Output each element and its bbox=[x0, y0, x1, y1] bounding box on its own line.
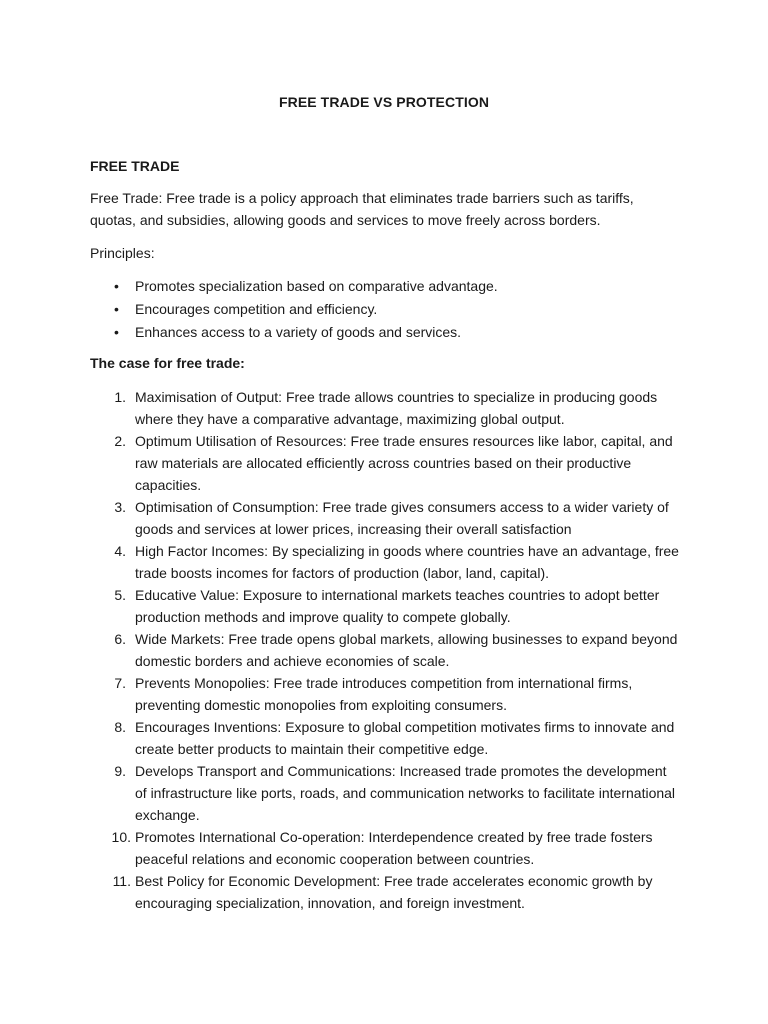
item-text: Develops Transport and Communications: Increased trade promotes the development of infrastructure like ports, roads, and communication networks to facilitate international exchange. bbox=[135, 763, 676, 823]
principles-label: Principles: bbox=[90, 245, 155, 261]
list-item bbox=[90, 760, 682, 826]
document-page bbox=[90, 0, 682, 1024]
item-number: 4. bbox=[114, 543, 126, 559]
list-item bbox=[90, 870, 682, 914]
list-item bbox=[90, 628, 682, 672]
principle-text: Enhances access to a variety of goods and services. bbox=[135, 324, 462, 340]
item-number: 3. bbox=[114, 499, 126, 515]
item-number: 9. bbox=[114, 763, 126, 779]
item-text: Best Policy for Economic Development: Free trade accelerates economic growth by encouraging specialization, innovation, and foreign investment. bbox=[135, 873, 653, 911]
item-text: Promotes International Co-operation: Interdependence created by free trade fosters peaceful relations and economic cooperation between countries. bbox=[135, 829, 653, 867]
list-item bbox=[90, 496, 682, 540]
principles-list bbox=[90, 275, 682, 344]
item-number: 11. bbox=[112, 873, 131, 889]
document-title: FREE TRADE VS PROTECTION bbox=[278, 94, 490, 110]
case-points-list bbox=[90, 386, 682, 914]
item-text: Encourages Inventions: Exposure to global competition motivates firms to innovate and create better products to maintain their competitive edge. bbox=[135, 719, 675, 757]
item-text: High Factor Incomes: By specializing in goods where countries have an advantage, free trade boosts incomes for factors of production (labor, land, capital). bbox=[135, 543, 679, 581]
bullet-icon: • bbox=[114, 278, 119, 294]
item-text: Educative Value: Exposure to international markets teaches countries to adopt better production methods and improve quality to compete globally. bbox=[135, 587, 660, 625]
section-heading-free-trade: FREE TRADE bbox=[90, 158, 180, 174]
list-item bbox=[90, 386, 682, 430]
list-item bbox=[90, 430, 682, 496]
list-item bbox=[90, 275, 682, 298]
list-item bbox=[90, 716, 682, 760]
list-item bbox=[90, 826, 682, 870]
item-number: 5. bbox=[114, 587, 126, 603]
item-number: 10. bbox=[111, 829, 131, 845]
list-item bbox=[90, 584, 682, 628]
case-heading: The case for free trade: bbox=[90, 355, 245, 371]
list-item bbox=[90, 321, 682, 344]
item-text: Wide Markets: Free trade opens global markets, allowing businesses to expand beyond domestic borders and achieve economies of scale. bbox=[135, 631, 678, 669]
item-number: 7. bbox=[114, 675, 126, 691]
bullet-icon: • bbox=[114, 324, 119, 340]
item-text: Optimum Utilisation of Resources: Free trade ensures resources like labor, capital, and raw materials are allocated efficiently across countries based on their productive capacities. bbox=[135, 433, 673, 493]
item-number: 6. bbox=[114, 631, 126, 647]
item-text: Maximisation of Output: Free trade allows countries to specialize in producing goods where they have a comparative advantage, maximizing global output. bbox=[135, 389, 658, 427]
item-number: 2. bbox=[114, 433, 126, 449]
list-item bbox=[90, 298, 682, 321]
list-item bbox=[90, 540, 682, 584]
intro-paragraph: Free Trade: Free trade is a policy approach that eliminates trade barriers such as tariffs, quotas, and subsidies, allowing goods and services to move freely across borders. bbox=[90, 190, 634, 228]
item-text: Prevents Monopolies: Free trade introduces competition from international firms, preventing domestic monopolies from exploiting consumers. bbox=[135, 675, 633, 713]
bullet-icon: • bbox=[114, 301, 119, 317]
list-item bbox=[90, 672, 682, 716]
principle-text: Promotes specialization based on comparative advantage. bbox=[135, 278, 498, 294]
item-text: Optimisation of Consumption: Free trade gives consumers access to a wider variety of goods and services at lower prices, increasing their overall satisfaction bbox=[135, 499, 669, 537]
item-number: 1. bbox=[114, 389, 126, 405]
item-number: 8. bbox=[114, 719, 126, 735]
principle-text: Encourages competition and efficiency. bbox=[135, 301, 378, 317]
